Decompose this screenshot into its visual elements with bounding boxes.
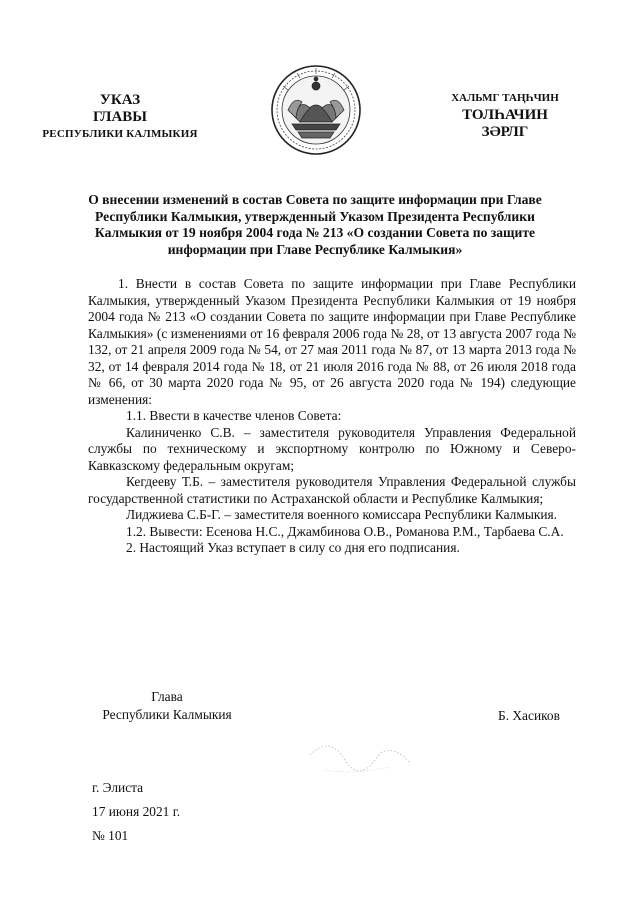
header-right: [440, 90, 570, 141]
document-date: 17 июня 2021 г.: [92, 804, 181, 819]
coat-of-arms-emblem-icon: [270, 64, 362, 156]
paragraph-member-3: Лиджиева С.Б-Г. – заместителя военного комиссара Республики Калмыкия.: [126, 507, 558, 522]
signatory-title-line2: Республики Калмыкия: [102, 707, 232, 722]
paragraph-1: 1. Внести в состав Совета по защите информации при Главе Республики Калмыкия, утвержденный Указом Президента Республики Калмыкия от 19 ноября 2004 года № 213 «О создании Совета по защите информации при Главе Республике Калмыкия» (с изменениями от 16 февраля 2006 года № 28, от 13 августа 2007 года № 132, от 21 апреля 2009 года № 54, от 27 мая 2011 года № 87, от 13 марта 2013 года № 32, от 14 февраля 2014 года № 18, от 21 июля 2016 года № 88, от 26 июля 2018 года № 66, от 30 марта 2020 года № 95, от 26 августа 2020 года № 194) следующие изменения:: [88, 276, 576, 407]
paragraph-member-1: Калиниченко С.В. – заместителя руководителя Управления Федеральной службы по техническому и экспортному контролю по Южному и Северо-Кавказскому федеральным округам;: [88, 424, 576, 473]
paragraph-1-2: 1.2. Вывести: Есенова Н.С., Джамбинова О.В., Романова Р.М., Тарбаева С.А.: [126, 523, 564, 539]
document-place: г. Элиста: [92, 780, 144, 795]
signatory-title: [92, 688, 242, 724]
handwritten-signature: [300, 715, 420, 785]
header-left: [30, 92, 210, 143]
paragraph-1-1: 1.1. Ввести в качестве членов Совета:: [126, 408, 342, 423]
paragraph-2: 2. Настоящий Указ вступает в силу со дня его подписания.: [126, 540, 460, 555]
header-left-line1: УКАЗ: [99, 92, 141, 108]
paragraph-member-2: Кегдееву Т.Б. – заместителя руководителя Управления Федеральной службы государственной статистики по Астраханской области и Республике Калмыкия;: [88, 474, 576, 506]
signatory-title-line1: Глава: [151, 689, 183, 704]
header-right-line3: ЗӘРЛГ: [481, 124, 529, 140]
document-title: О внесении изменений в состав Совета по защите информации при Главе Республики Калмыкия, утвержденный Указом Президента Республики Калмыкия от 19 ноября 2004 года № 213 «О создании Совета по защите информации при Главе Республике Калмыкия»: [88, 192, 542, 257]
document-number: № 101: [92, 828, 129, 843]
document-body: [88, 276, 576, 557]
header-left-line2: ГЛАВЫ: [92, 109, 148, 125]
header-left-line3: РЕСПУБЛИКИ КАЛМЫКИЯ: [42, 128, 198, 140]
signatory-name: Б. Хасиков: [498, 708, 560, 723]
header-right-line1: ХАЛЬМГ ТАҢҺЧИН: [451, 92, 559, 104]
header-right-line2: ТОЛҺАЧИН: [462, 107, 548, 123]
